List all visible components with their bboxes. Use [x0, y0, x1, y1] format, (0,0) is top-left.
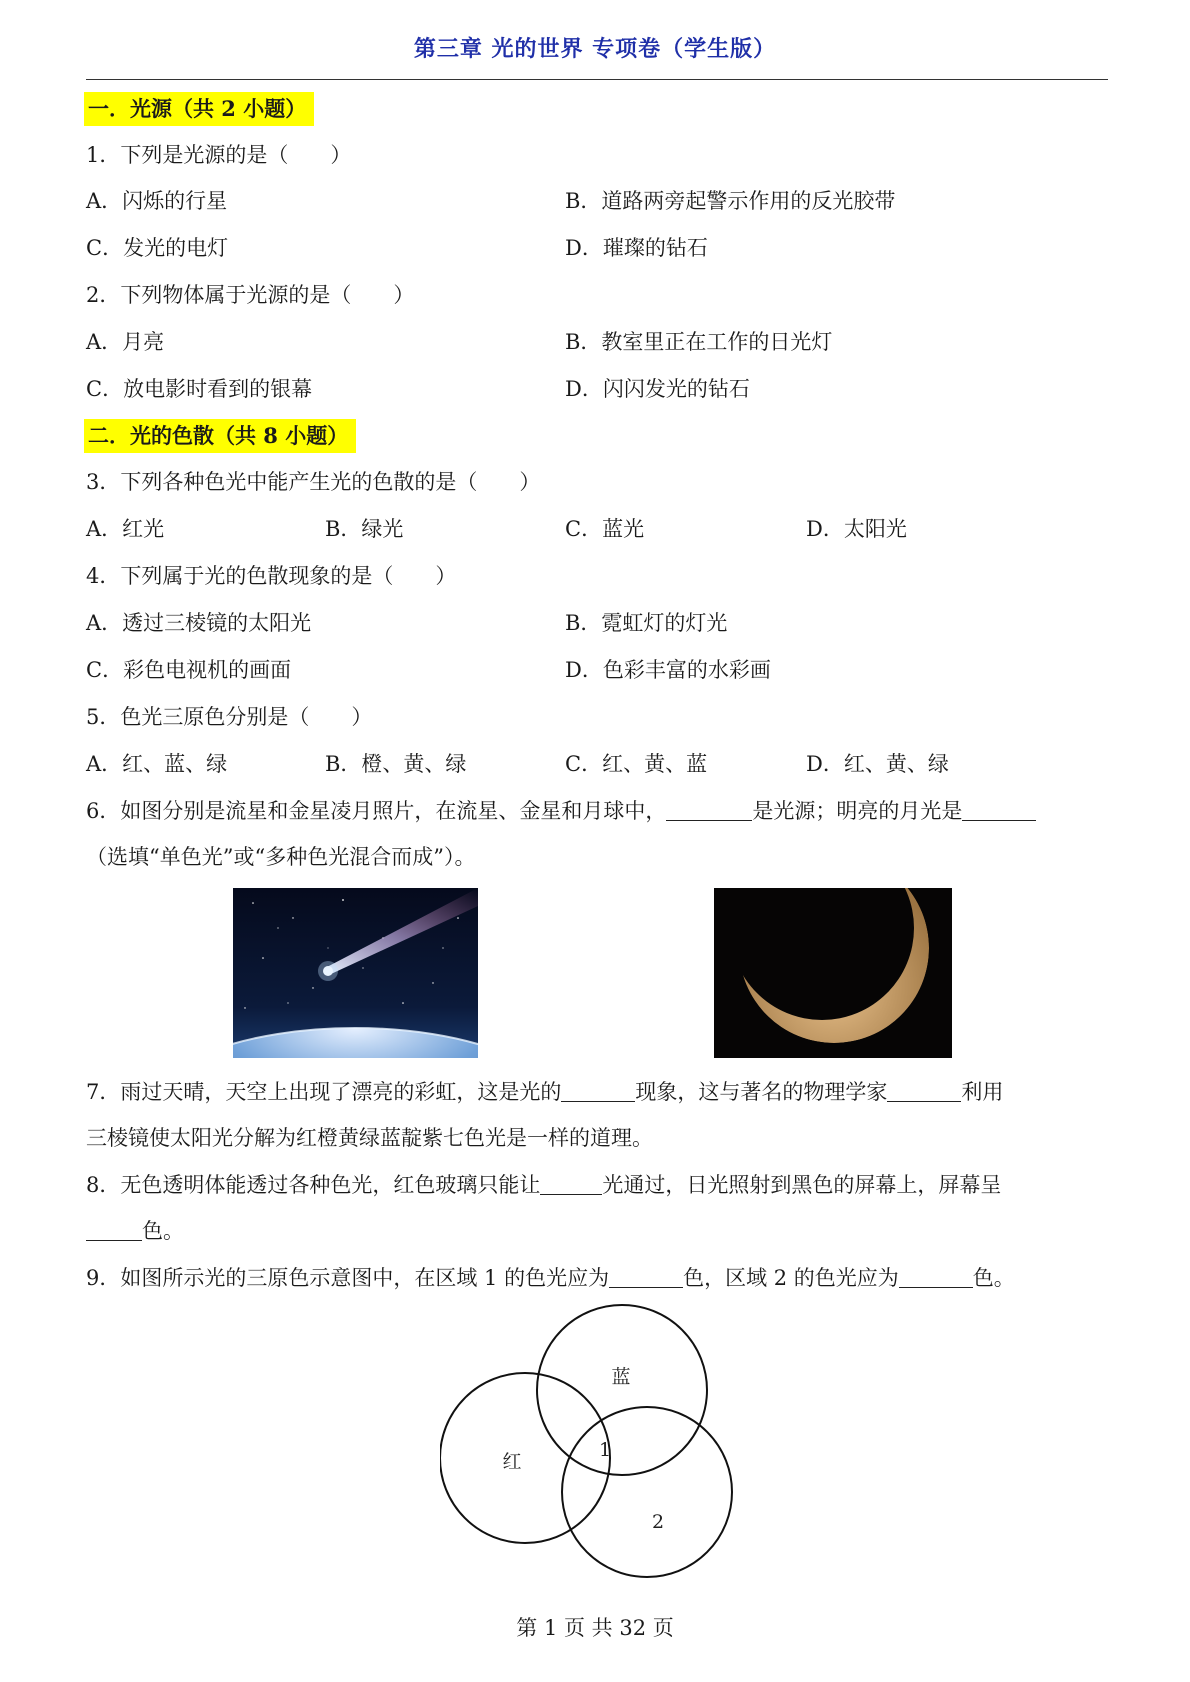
q1-option-b: B．道路两旁起警示作用的反光胶带: [565, 189, 896, 213]
question-7-line-1: [86, 1077, 1003, 1107]
venn-label-region-2: 2: [651, 1511, 665, 1533]
crescent-moon-photo: [714, 888, 952, 1058]
question-1-stem: 1．下列是光源的是（ ）: [86, 143, 352, 167]
q2-option-a: A．月亮: [86, 330, 165, 354]
q7-answer-blank-1[interactable]: [561, 1079, 635, 1102]
question-8-line-1: [86, 1170, 1001, 1200]
question-7-line-2: 三棱镜使太阳光分解为红橙黄绿蓝靛紫七色光是一样的道理。: [86, 1126, 653, 1150]
q7-text-2: 现象，这与著名的物理学家: [635, 1080, 888, 1104]
venn-label-region-1: 1: [598, 1439, 612, 1461]
q6-answer-blank-1[interactable]: [666, 798, 752, 821]
q5-option-d: D．红、黄、绿: [806, 752, 949, 776]
q1-option-a: A．闪烁的行星: [86, 189, 228, 213]
q9-answer-blank-1[interactable]: [609, 1265, 683, 1288]
q4-option-a: A．透过三棱镜的太阳光: [86, 611, 312, 635]
q1-option-c: C．发光的电灯: [86, 236, 229, 260]
page-footer-number: 第 1 页 共 32 页: [516, 1616, 674, 1640]
q5-option-c: C．红、黄、蓝: [565, 752, 708, 776]
question-6-line-2: （选填“单色光”或“多种色光混合而成”）。: [86, 845, 476, 869]
question-6-line-1: [86, 796, 1036, 826]
q8-text-3: 色。: [142, 1219, 184, 1243]
q9-text-1: 9．如图所示光的三原色示意图中，在区域 1 的色光应为: [86, 1266, 610, 1290]
q8-text-1: 8．无色透明体能透过各种色光，红色玻璃只能让: [86, 1173, 541, 1197]
header-divider: [86, 79, 1108, 80]
q2-option-d: D．闪闪发光的钻石: [565, 377, 750, 401]
q8-answer-blank-1[interactable]: [540, 1172, 602, 1195]
q2-option-b: B．教室里正在工作的日光灯: [565, 330, 833, 354]
q6-text-1: 6．如图分别是流星和金星凌月照片，在流星、金星和月球中，: [86, 799, 667, 823]
meteor-photo-drawing: [233, 888, 478, 1058]
question-2-stem: 2．下列物体属于光源的是（ ）: [86, 283, 415, 307]
question-8-line-2: [86, 1216, 184, 1246]
q4-option-c: C．彩色电视机的画面: [86, 658, 292, 682]
venn-label-red: 红: [502, 1451, 522, 1473]
section-heading-light-source: 一．光源（共 2 小题）: [84, 92, 314, 126]
venn-label-blue: 蓝: [611, 1366, 631, 1388]
q6-text-2: 是光源；明亮的月光是: [752, 799, 963, 823]
q7-text-1: 7．雨过天晴，天空上出现了漂亮的彩虹，这是光的: [86, 1080, 562, 1104]
q8-answer-blank-2[interactable]: [86, 1218, 142, 1241]
question-3-stem: 3．下列各种色光中能产生光的色散的是（ ）: [86, 470, 541, 494]
q4-option-d: D．色彩丰富的水彩画: [565, 658, 771, 682]
q7-text-3: 利用: [961, 1080, 1004, 1104]
question-9-line-1: [86, 1263, 1015, 1293]
q3-option-b: B．绿光: [325, 517, 404, 541]
venn-circle-third: [562, 1407, 732, 1577]
q1-option-d: D．璀璨的钻石: [565, 236, 708, 260]
q9-answer-blank-2[interactable]: [899, 1265, 973, 1288]
three-primary-colors-venn-diagram: [440, 1300, 760, 1600]
meteor-photo: [233, 888, 478, 1058]
question-4-stem: 4．下列属于光的色散现象的是（ ）: [86, 564, 457, 588]
q3-option-c: C．蓝光: [565, 517, 645, 541]
q7-answer-blank-2[interactable]: [887, 1079, 961, 1102]
venn-circle-red: [440, 1373, 610, 1543]
page-header-title: 第三章 光的世界 专项卷（学生版）: [413, 37, 777, 62]
q5-option-b: B．橙、黄、绿: [325, 752, 467, 776]
q5-option-a: A．红、蓝、绿: [86, 752, 228, 776]
q6-answer-blank-2[interactable]: [962, 798, 1036, 821]
section-heading-dispersion: 二．光的色散（共 8 小题）: [84, 419, 356, 453]
venn-circle-blue: [537, 1305, 707, 1475]
q9-text-2: 色，区域 2 的色光应为: [683, 1266, 899, 1290]
crescent-moon-drawing: [714, 888, 952, 1058]
q9-text-3: 色。: [972, 1266, 1015, 1290]
q3-option-d: D．太阳光: [806, 517, 907, 541]
q2-option-c: C．放电影时看到的银幕: [86, 377, 313, 401]
q4-option-b: B．霓虹灯的灯光: [565, 611, 728, 635]
q8-text-2: 光通过，日光照射到黑色的屏幕上，屏幕呈: [602, 1173, 1002, 1197]
q3-option-a: A．红光: [86, 517, 165, 541]
question-5-stem: 5．色光三原色分别是（ ）: [86, 705, 373, 729]
